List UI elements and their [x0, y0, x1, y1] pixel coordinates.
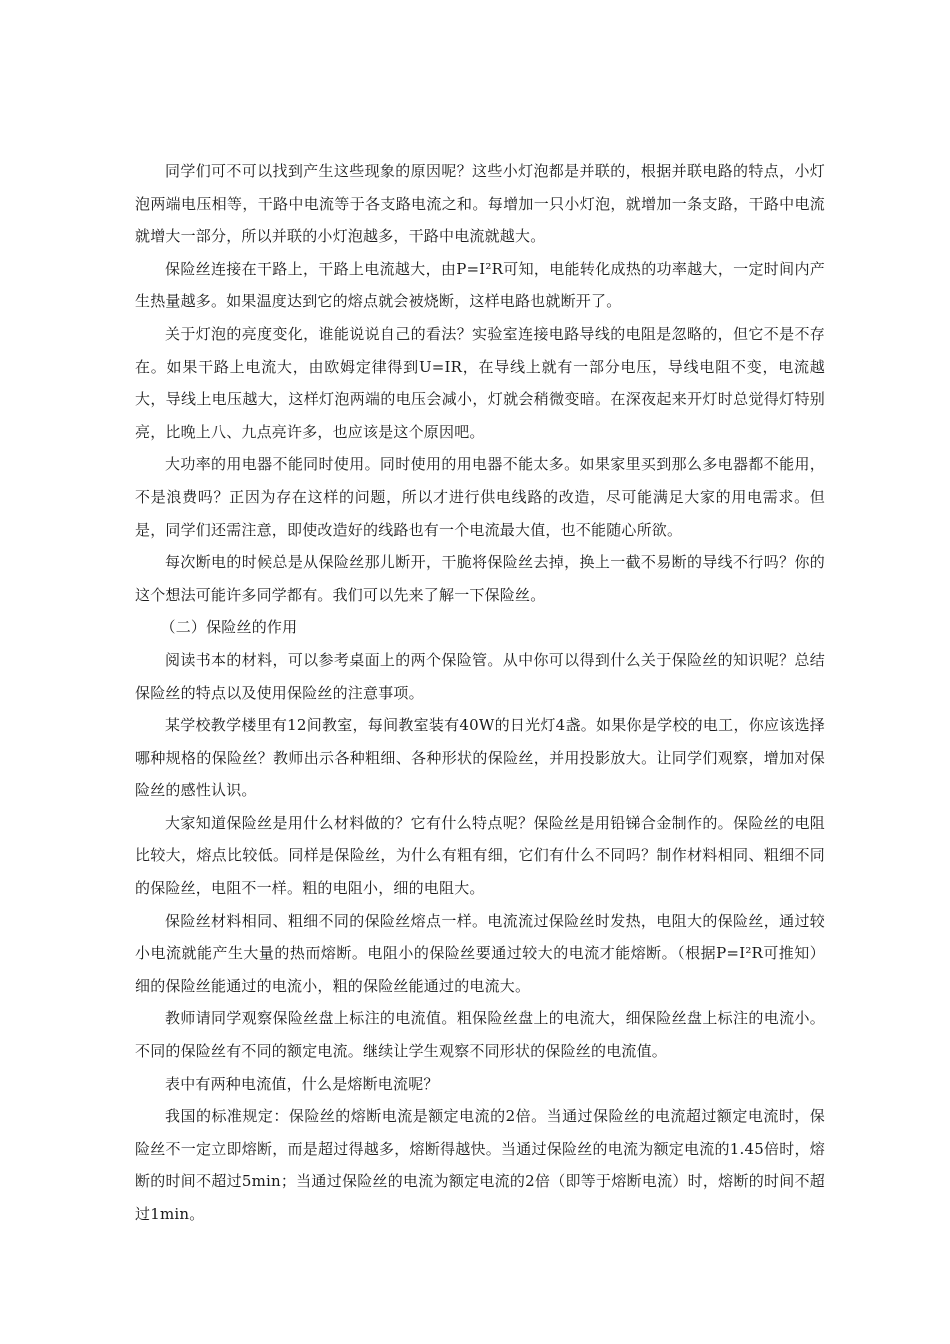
paragraph-remove-fuse-question: 每次断电的时候总是从保险丝那儿断开，干脆将保险丝去掉，换上一截不易断的导线不行吗？你的这个想法可能许多同学都有。我们可以先来了解一下保险丝。: [135, 553, 825, 604]
paragraph-rated-current: 教师请同学观察保险丝盘上标注的电流值。粗保险丝盘上的电流大，细保险丝盘上标注的电流小。不同的保险丝有不同的额定电流。继续让学生观察不同形状的保险丝的电流值。: [135, 1009, 825, 1061]
paragraph-school-example: 某学校教学楼里有12间教室，每间教室装有40W的日光灯4盏。如果你是学校的电工，你应该选择哪种规格的保险丝？教师出示各种粗细、各种形状的保险丝，并用投影放大。让同学们观察，增加对保险丝的感性认识。: [135, 716, 825, 800]
paragraph-national-standard: 我国的标准规定：保险丝的熔断电流是额定电流的2倍。当通过保险丝的电流超过额定电流时，保险丝不一定立即熔断，而是超过得越多，熔断得越快。当通过保险丝的电流为额定电流的1.45倍时，熔断的时间不超过5min；当通过保险丝的电流为额定电流的2倍（即等于熔断电流）时，熔断的时间不超过1min。: [135, 1107, 825, 1223]
paragraph-reading-material: 阅读书本的材料，可以参考桌面上的两个保险管。从中你可以得到什么关于保险丝的知识呢？总结保险丝的特点以及使用保险丝的注意事项。: [135, 650, 825, 702]
paragraph-bulb-brightness: 关于灯泡的亮度变化，谁能说说自己的看法？实验室连接电路导线的电阻是忽略的，但它不是不存在。如果干路上电流大，由欧姆定律得到U=IR，在导线上就有一部分电压，导线电阻不变，电流越大，导线上电压越大，这样灯泡两端的电压会减小，灯就会稍微变暗。在深夜起来开灯时总觉得灯特别亮，比晚上八、九点亮许多，也应该是这个原因吧。: [135, 324, 825, 441]
paragraph-high-power-appliances: 大功率的用电器不能同时使用。同时使用的用电器不能太多。如果家里买到那么多电器都不能用，不是浪费吗？正因为存在这样的问题，所以才进行供电线路的改造，尽可能满足大家的用电需求。但是，同学们还需注意，即使改造好的线路也有一个电流最大值，也不能随心所欲。: [135, 455, 825, 539]
paragraph-parallel-circuit: 同学们可不可以找到产生这些现象的原因呢？这些小灯泡都是并联的，根据并联电路的特点，小灯泡两端电压相等，干路中电流等于各支路电流之和。每增加一只小灯泡，就增加一条支路，干路中电流就增大一部分，所以并联的小灯泡越多，干路中电流就越大。: [135, 162, 825, 246]
paragraph-fuse-melting: 保险丝材料相同、粗细不同的保险丝熔点一样。电流流过保险丝时发热，电阻大的保险丝，通过较小电流就能产生大量的热而熔断。电阻小的保险丝要通过较大的电流才能熔断。（根据P=I²R可推知）细的保险丝能通过的电流小，粗的保险丝能通过的电流大。: [135, 911, 825, 995]
section-heading-fuse-role: （二）保险丝的作用: [160, 618, 298, 637]
paragraph-fuse-power: 保险丝连接在干路上，干路上电流越大，由P=I²R可知，电能转化成热的功率越大，一定时间内产生热量越多。如果温度达到它的熔点就会被烧断，这样电路也就断开了。: [135, 259, 825, 311]
paragraph-fuse-material: 大家知道保险丝是用什么材料做的？它有什么特点呢？保险丝是用铅锑合金制作的。保险丝的电阻比较大，熔点比较低。同样是保险丝，为什么有粗有细，它们有什么不同吗？制作材料相同、粗细不同的保险丝，电阻不一样。粗的电阻小，细的电阻大。: [135, 813, 825, 898]
document-body: [135, 155, 825, 1231]
paragraph-fusing-current-question: 表中有两种电流值，什么是熔断电流呢？: [165, 1074, 439, 1093]
